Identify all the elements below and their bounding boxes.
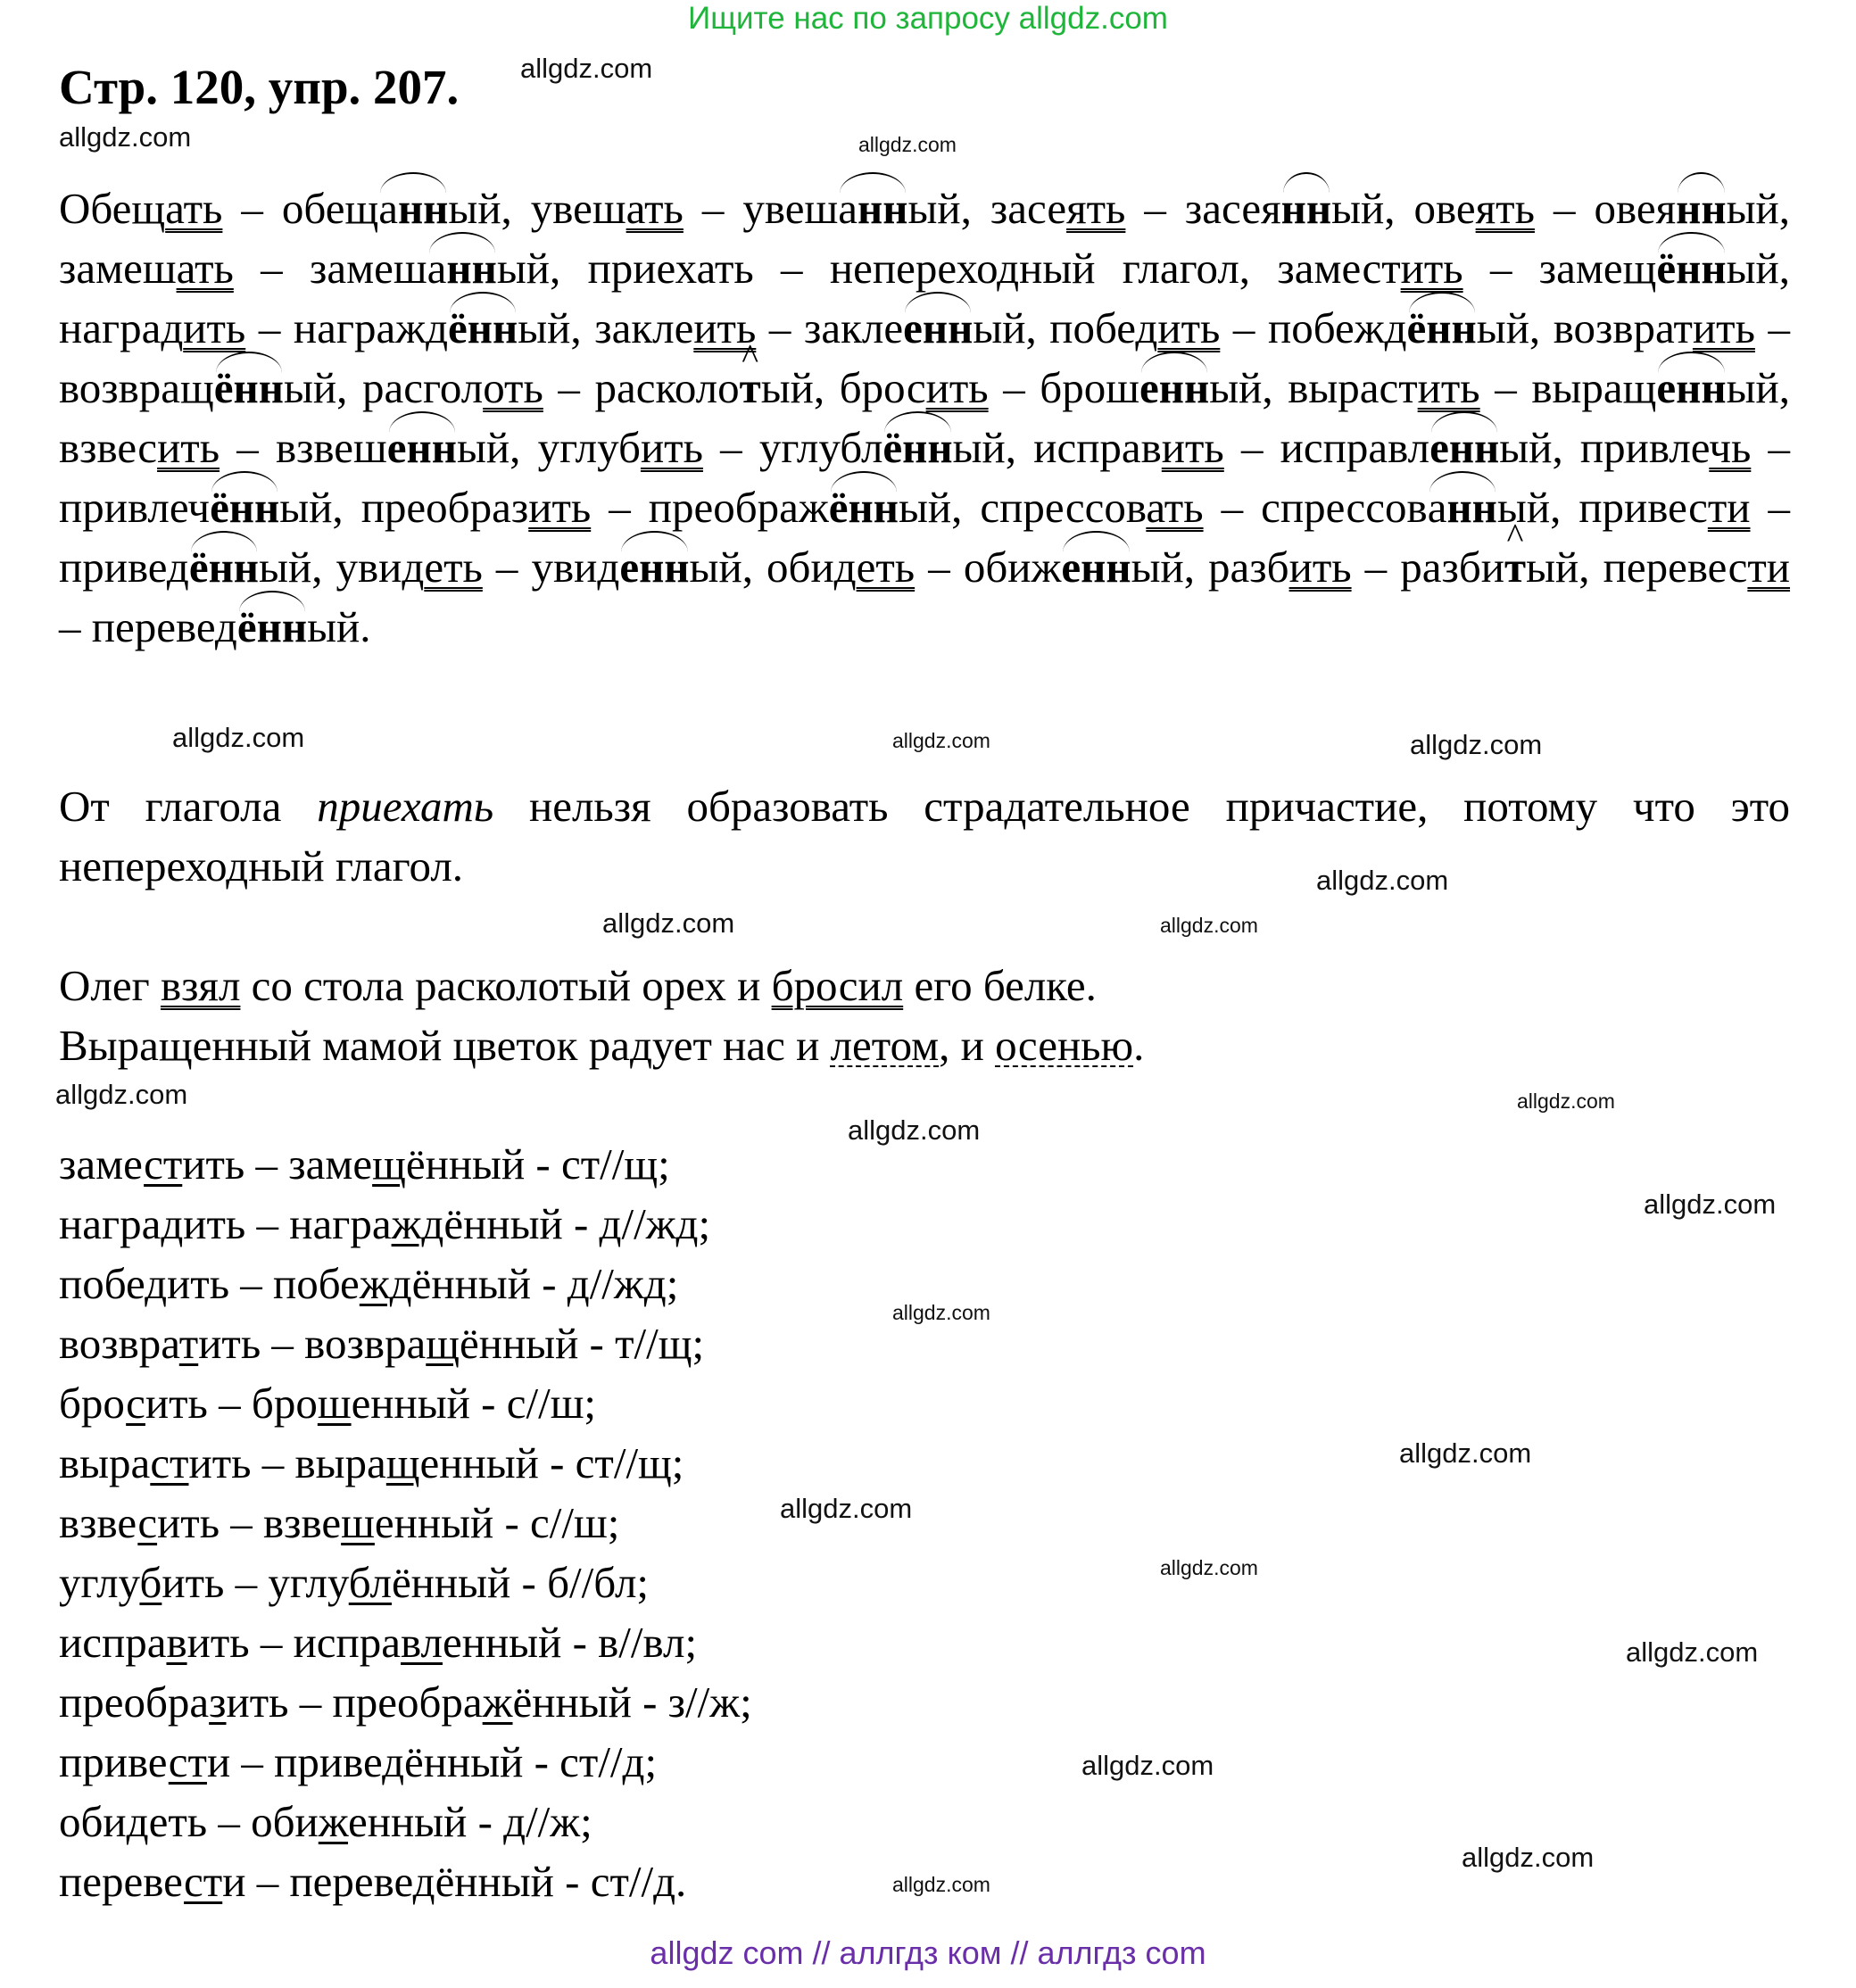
- suffix-underline: ить: [925, 363, 989, 412]
- suffix-underline: ить: [640, 423, 703, 472]
- text-segment: ый, разб: [1131, 543, 1289, 592]
- text-segment: ый, увид: [259, 543, 425, 592]
- list-item: [59, 1373, 752, 1433]
- suffix-underline: ить: [1161, 423, 1224, 472]
- alternating-letters: в: [166, 1618, 187, 1667]
- text-segment: выра: [59, 1438, 151, 1487]
- bold-letters: ённ: [210, 483, 280, 532]
- suffix-arc: [210, 483, 280, 532]
- bold-letters: нн: [1676, 184, 1727, 233]
- text-segment: – разби: [1351, 543, 1505, 592]
- bold-letters: ённ: [1656, 244, 1727, 293]
- text-segment: ить – бро: [145, 1379, 318, 1428]
- suffix-underline: оть: [483, 363, 543, 412]
- alternating-letters: бл: [348, 1558, 392, 1607]
- suffix-underline: ти: [1747, 543, 1791, 592]
- text-segment: енный - в//вл;: [442, 1618, 698, 1667]
- text-segment: со стола расколотый орех и: [240, 961, 772, 1010]
- alternating-letters: з: [209, 1677, 227, 1727]
- text-segment: ый, побед: [973, 303, 1158, 352]
- alternating-letters: щ: [426, 1319, 460, 1368]
- list-item: [59, 1493, 752, 1553]
- text-segment: ый, спрессов: [898, 483, 1147, 532]
- text-segment: и – переве: [222, 1857, 413, 1906]
- text-segment: – обещ: [222, 184, 379, 233]
- answer-paragraph-participles: [59, 178, 1790, 657]
- text-segment: а: [378, 184, 398, 233]
- text-segment: – перевед: [59, 602, 237, 651]
- text-segment: взве: [59, 1498, 138, 1547]
- bold-letters: нн: [446, 244, 497, 293]
- watermark: allgdz.com: [1644, 1189, 1777, 1220]
- text-segment: ить – испра: [186, 1618, 402, 1667]
- list-item: [59, 1254, 752, 1313]
- alternating-letters: д: [412, 1857, 435, 1906]
- text-segment: ённый - д//жд;: [443, 1199, 711, 1248]
- text-segment: – замеш: [233, 244, 427, 293]
- alternating-letters: вл: [401, 1618, 443, 1667]
- text-segment: – преображ: [591, 483, 829, 532]
- bold-letters: енн: [1656, 363, 1727, 412]
- suffix-underline: бросил: [771, 961, 904, 1010]
- text-segment: – засея: [1125, 184, 1281, 233]
- text-segment: – взвеш: [220, 423, 387, 472]
- text-segment: испра: [59, 1618, 167, 1667]
- alternation-list: [59, 1134, 752, 1911]
- suffix-underline: взял: [160, 961, 241, 1010]
- alternating-letters: ш: [317, 1379, 352, 1428]
- bold-letters: енн: [386, 423, 457, 472]
- bold-letters: енн: [1061, 543, 1131, 592]
- text-segment: ый.: [307, 602, 371, 651]
- watermark: allgdz.com: [1316, 865, 1449, 896]
- text-segment: ённый - ст//щ;: [405, 1139, 670, 1189]
- text-segment: ить – углу: [162, 1558, 349, 1607]
- italic-word: приехать: [317, 782, 494, 831]
- text-segment: – исправл: [1223, 423, 1430, 472]
- text-segment: ый, засе: [907, 184, 1067, 233]
- suffix-underline: чь: [1709, 423, 1752, 472]
- text-segment: – побежд: [1220, 303, 1407, 352]
- text-segment: – увеш: [683, 184, 839, 233]
- suffix-arc: [1427, 483, 1497, 532]
- suffix-arc: [448, 303, 518, 352]
- alternating-letters: ст: [150, 1438, 189, 1487]
- watermark: allgdz.com: [780, 1493, 913, 1524]
- list-item: [59, 1194, 752, 1254]
- text-segment: – увид: [482, 543, 620, 592]
- bold-letters: енн: [1139, 363, 1210, 412]
- suffix-underline: ить: [1692, 303, 1755, 352]
- text-segment: его белке.: [903, 961, 1097, 1010]
- text-segment: , и: [939, 1021, 996, 1070]
- suffix-arc: [427, 244, 497, 293]
- suffix-underline: еть: [856, 543, 916, 592]
- text-segment: заме: [59, 1139, 145, 1189]
- watermark: allgdz.com: [520, 53, 653, 84]
- text-segment: ённый - т//щ;: [459, 1319, 705, 1368]
- text-segment: Олег: [59, 961, 161, 1010]
- text-segment: и – приве: [206, 1737, 383, 1786]
- bold-letters: енн: [619, 543, 690, 592]
- text-segment: ый, закле: [518, 303, 694, 352]
- text-segment: ый, ове: [1331, 184, 1476, 233]
- text-segment: ый, взвес: [59, 363, 1791, 472]
- text-segment: награ: [59, 1199, 162, 1248]
- text-segment: – спрессов: [1203, 483, 1428, 532]
- alternating-letters: жд: [391, 1199, 444, 1248]
- text-segment: ый, возврат: [1476, 303, 1693, 352]
- list-item: [59, 1612, 752, 1672]
- text-segment: – привлеч: [59, 423, 1791, 532]
- watermark: allgdz.com: [55, 1079, 188, 1110]
- suffix-underline: ить: [528, 483, 592, 532]
- text-segment: Выращенный мамой цветок радует нас и: [59, 1021, 831, 1070]
- text-segment: ить – награ: [183, 1199, 392, 1248]
- alternating-letters: д: [126, 1797, 149, 1846]
- text-segment: – награжд: [245, 303, 449, 352]
- alternating-letters: щ: [372, 1139, 406, 1189]
- suffix-arc: [236, 602, 308, 651]
- alternating-letters: т: [178, 1319, 199, 1368]
- suffix-underline: еть: [424, 543, 483, 592]
- suffix-underline: ить: [1417, 363, 1480, 412]
- text-segment: возвра: [59, 1319, 179, 1368]
- text-segment: бро: [59, 1379, 127, 1428]
- watermark: allgdz.com: [892, 1301, 990, 1324]
- text-segment: переве: [59, 1857, 185, 1906]
- text-segment: – углубл: [702, 423, 883, 472]
- bold-letters: ённ: [448, 303, 518, 352]
- list-item: [59, 1672, 752, 1732]
- text-segment: ённый - ст//д;: [404, 1737, 658, 1786]
- suffix-arc: [1061, 543, 1131, 592]
- text-segment: а: [427, 244, 447, 293]
- suffix-underline: ать: [1146, 483, 1204, 532]
- alternating-letters: д: [161, 1199, 184, 1248]
- alternating-letters: ст: [184, 1857, 223, 1906]
- text-segment: а: [838, 184, 858, 233]
- bold-letters: нн: [1446, 483, 1497, 532]
- suffix-underline: ить: [1400, 244, 1463, 293]
- suffix-underline: ять: [1475, 184, 1535, 233]
- suffix-arc: [1139, 363, 1210, 412]
- bold-letters: нн: [1280, 184, 1332, 233]
- suffix-underline: ить: [1288, 543, 1352, 592]
- text-segment: ый, расгол: [284, 363, 484, 412]
- list-item: [59, 1732, 752, 1792]
- text-segment: нельзя образовать страдательное причастие, потому что это непереходный глагол.: [59, 782, 1790, 890]
- watermark: allgdz.com: [1081, 1750, 1214, 1781]
- suffix-arc: [619, 543, 690, 592]
- text-segment: ый, увеш: [448, 184, 626, 233]
- alternating-letters: ш: [341, 1498, 375, 1547]
- bold-letters: ённ: [828, 483, 899, 532]
- text-segment: ый, исправ: [952, 423, 1162, 472]
- alternating-letters: д: [145, 1259, 168, 1308]
- text-segment: – выращ: [1479, 363, 1657, 412]
- text-segment: ый, замеш: [59, 184, 1790, 293]
- bold-letters: ённ: [213, 363, 284, 412]
- text-segment: енный - с//ш;: [374, 1498, 620, 1547]
- suffix-arc: [188, 543, 260, 592]
- alternating-letters: ж: [318, 1797, 348, 1846]
- alternating-letters: ст: [168, 1737, 207, 1786]
- watermark: allgdz.com: [1160, 1556, 1258, 1579]
- suffix-arc: [1676, 184, 1727, 233]
- text-segment: .: [1133, 1021, 1145, 1070]
- alternating-letters: с: [137, 1498, 158, 1547]
- bold-letters: нн: [858, 184, 908, 233]
- bold-letters: ённ: [1406, 303, 1477, 352]
- text-segment: ый, перевес: [1526, 543, 1748, 592]
- list-item: [59, 1792, 752, 1851]
- suffix-arc: [213, 363, 284, 412]
- bold-letters: нн: [397, 184, 449, 233]
- watermark: allgdz.com: [1517, 1089, 1615, 1113]
- alternating-letters: д: [382, 1737, 404, 1786]
- text-segment: еть – оби: [148, 1797, 319, 1846]
- text-segment: ить – преобра: [226, 1677, 483, 1727]
- watermark: allgdz.com: [1626, 1636, 1759, 1668]
- watermark: allgdz.com: [1462, 1842, 1595, 1873]
- text-segment: ый, обид: [689, 543, 857, 592]
- text-segment: ённый - ст//д.: [435, 1857, 687, 1906]
- text-segment: – брош: [988, 363, 1139, 412]
- text-segment: ый, привле: [1499, 423, 1710, 472]
- suffix-arc: [1280, 184, 1332, 233]
- adverbial-underline: осенью: [995, 1021, 1134, 1070]
- watermark: allgdz.com: [858, 133, 957, 156]
- text-segment: приве: [59, 1737, 169, 1786]
- text-segment: ый, выраст: [1209, 363, 1418, 412]
- text-segment: – закле: [756, 303, 904, 352]
- text-segment: ить – заме: [182, 1139, 373, 1189]
- footer-links[interactable]: allgdz com // аллгдз ком // аллгдз com: [650, 1934, 1206, 1971]
- list-item: [59, 1553, 752, 1612]
- text-segment: ый, углуб: [456, 423, 641, 472]
- watermark: allgdz.com: [1410, 729, 1543, 760]
- suffix-arc: [1656, 363, 1727, 412]
- alternating-letters: ст: [144, 1139, 183, 1189]
- text-segment: енный - с//ш;: [351, 1379, 597, 1428]
- adverbial-underline: летом: [830, 1021, 940, 1070]
- suffix-underline: ять: [1066, 184, 1126, 233]
- text-segment: – возвращ: [59, 303, 1791, 412]
- watermark: allgdz.com: [848, 1114, 981, 1146]
- suffix-underline: ать: [176, 244, 234, 293]
- text-segment: ить – возвра: [198, 1319, 427, 1368]
- bold-letters: ённ: [882, 423, 953, 472]
- text-segment: ый, преобраз: [279, 483, 529, 532]
- list-item: [59, 1313, 752, 1373]
- list-item: [59, 1433, 752, 1493]
- suffix-underline: ать: [165, 184, 223, 233]
- suffix-underline: ти: [1707, 483, 1751, 532]
- watermark: allgdz.com: [1399, 1437, 1532, 1469]
- suffix-arc: [1406, 303, 1477, 352]
- example-sentence-1: [59, 956, 1790, 1015]
- text-segment: – привед: [59, 483, 1791, 592]
- text-segment: ённый - д//жд;: [411, 1259, 679, 1308]
- watermark: allgdz.com: [1160, 914, 1258, 937]
- text-segment: От глагола: [59, 782, 318, 831]
- text-segment: преобра: [59, 1677, 210, 1727]
- text-segment: Обещ: [59, 184, 166, 233]
- alternating-letters: б: [139, 1558, 162, 1607]
- suffix-arc: [378, 184, 449, 233]
- text-segment: – замещ: [1462, 244, 1657, 293]
- watermark: allgdz.com: [59, 121, 192, 153]
- watermark: allgdz.com: [172, 722, 305, 753]
- text-segment: углу: [59, 1558, 140, 1607]
- text-segment: а: [1427, 483, 1447, 532]
- suffix-underline: ить: [1157, 303, 1221, 352]
- alternating-letters: ж: [482, 1677, 513, 1727]
- text-segment: ый, брос: [760, 363, 926, 412]
- suffix-arc: [1429, 423, 1500, 472]
- suffix-underline: ить: [157, 423, 220, 472]
- example-sentence-2: [59, 1015, 1790, 1075]
- bold-letters: енн: [1429, 423, 1500, 472]
- watermark: allgdz.com: [892, 1873, 990, 1896]
- suffix-hat: ^ т: [1504, 545, 1526, 589]
- list-item: [59, 1851, 752, 1911]
- search-banner[interactable]: Ищите нас по запросу allgdz.com: [688, 1, 1168, 36]
- suffix-arc: [903, 303, 974, 352]
- suffix-arc: [1656, 244, 1727, 293]
- bold-letters: ённ: [236, 602, 308, 651]
- text-segment: побе: [59, 1259, 145, 1308]
- page-title: Стр. 120, упр. 207.: [59, 60, 460, 114]
- bold-letters: ённ: [188, 543, 260, 592]
- text-segment: ить – побе: [167, 1259, 360, 1308]
- explanation-paragraph: [59, 776, 1790, 896]
- suffix-underline: ать: [626, 184, 684, 233]
- suffix-underline: ить: [693, 303, 757, 352]
- text-segment: енный - д//ж;: [347, 1797, 592, 1846]
- watermark: allgdz.com: [602, 907, 735, 939]
- alternating-letters: жд: [359, 1259, 412, 1308]
- text-segment: ый, привес: [1496, 483, 1708, 532]
- text-segment: ить – выра: [188, 1438, 386, 1487]
- text-segment: ый, наград: [59, 244, 1791, 352]
- bold-letters: енн: [903, 303, 974, 352]
- text-segment: енный - ст//щ;: [419, 1438, 684, 1487]
- text-segment: – овея: [1534, 184, 1677, 233]
- text-segment: ый, приехать – непереходный глагол, замест: [496, 244, 1401, 293]
- suffix-arc: [838, 184, 908, 233]
- text-segment: ённый - з//ж;: [512, 1677, 752, 1727]
- alternating-letters: с: [126, 1379, 145, 1428]
- suffix-underline: ить: [183, 303, 246, 352]
- list-item: [59, 1134, 752, 1194]
- suffix-arc: [882, 423, 953, 472]
- suffix-arc: [386, 423, 457, 472]
- text-segment: – расколо: [543, 363, 740, 412]
- suffix-hat: ^ т: [740, 366, 761, 410]
- text-segment: ить – взве: [157, 1498, 342, 1547]
- suffix-arc: [828, 483, 899, 532]
- text-segment: – обиж: [915, 543, 1062, 592]
- text-segment: оби: [59, 1797, 127, 1846]
- alternating-letters: щ: [385, 1438, 420, 1487]
- watermark: allgdz.com: [892, 729, 990, 752]
- text-segment: ённый - б//бл;: [391, 1558, 650, 1607]
